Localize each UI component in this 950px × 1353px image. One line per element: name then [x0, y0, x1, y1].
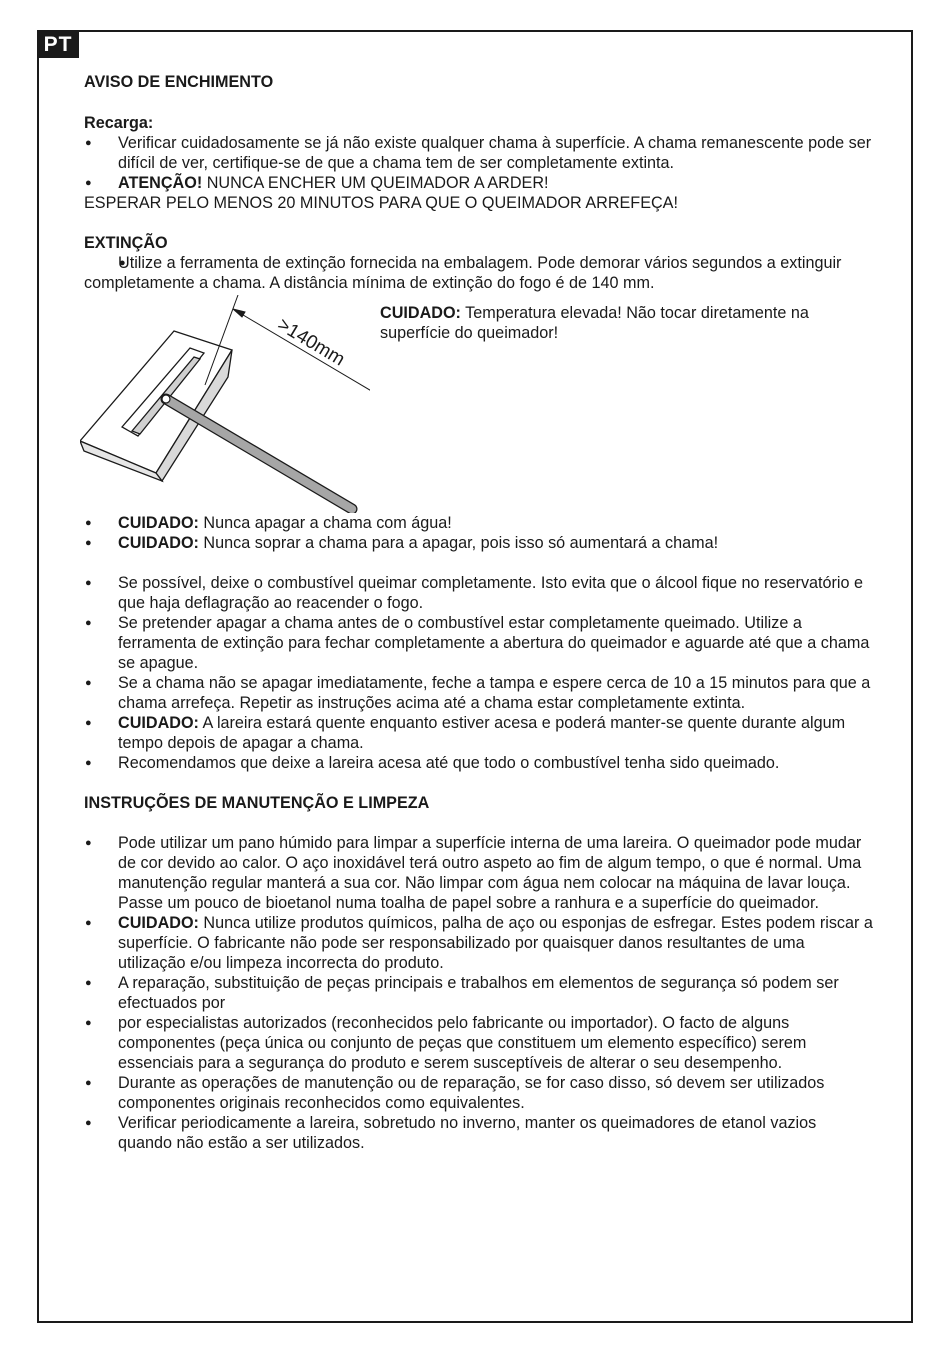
- caution-list: [84, 513, 874, 553]
- list-item: ● Se pretender apagar a chama antes de o combustível estar completamente queimado. Utilize a ferramenta de extinção para fechar completamente a abertura do queimador e aguarde até que a chama se apague.: [84, 613, 874, 673]
- cooling-warning: ESPERAR PELO MENOS 20 MINUTOS PARA QUE O QUEIMADOR ARREFEÇA!: [84, 194, 678, 212]
- extinction-steps-list: [84, 573, 874, 773]
- list-item: ● Verificar cuidadosamente se já não existe qualquer chama à superfície. A chama remanescente pode ser difícil de ver, certifique-se de que a chama tem de ser completamente extinta.: [84, 133, 874, 173]
- maintenance-list: [84, 833, 874, 1153]
- list-item: ● A reparação, substituição de peças principais e trabalhos em elementos de segurança só podem ser efectuados por: [84, 973, 874, 1013]
- list-item: ● Durante as operações de manutenção ou de reparação, se for caso disso, só devem ser utilizados componentes originais reconhecidos como equivalentes.: [84, 1073, 874, 1113]
- extinction-paragraph: ● Utilize a ferramenta de extinção fornecida na embalagem. Pode demorar vários segundos a extinguir completamente a chama. A distância mínima de extinção do fogo é de 140 mm.: [84, 253, 874, 293]
- high-temperature-caution: CUIDADO: Temperatura elevada! Não tocar diretamente na superfície do queimador!: [380, 304, 809, 342]
- burner-tray-icon: [80, 331, 232, 481]
- list-item: ● CUIDADO: Nunca apagar a chama com água!: [84, 513, 874, 533]
- list-item: ● Recomendamos que deixe a lareira acesa até que todo o combustível tenha sido queimado.: [84, 753, 874, 773]
- list-item: ● Se possível, deixe o combustível queimar completamente. Isto evita que o álcool fique no reservatório e que haja deflagração ao reacender o fogo.: [84, 573, 874, 613]
- list-item: ● Pode utilizar um pano húmido para limpar a superfície interna de uma lareira. O queimador pode mudar de cor devido ao calor. O aço inoxidável terá outro aspeto ao fim de algum tempo, o que é normal. Uma manutenção regular manterá a sua cor. Não limpar com água nem colocar na máquina de lavar louça. Passe um pouco de bioetanol numa toalha de papel sobre a ranhura e a superfície do queimador.: [84, 833, 874, 913]
- list-item: ● CUIDADO: A lareira estará quente enquanto estiver acesa e poderá manter-se quente durante algum tempo depois de apagar a chama.: [84, 713, 874, 753]
- recarga-label: Recarga:: [84, 114, 154, 132]
- language-badge: PT: [37, 31, 79, 58]
- list-item: ● CUIDADO: Nunca soprar a chama para a apagar, pois isso só aumentará a chama!: [84, 533, 874, 553]
- extinguishing-tool-icon: [162, 395, 352, 509]
- document-content: [84, 72, 874, 1153]
- section-title-filling: AVISO DE ENCHIMENTO: [84, 73, 274, 91]
- list-item: ● Se a chama não se apagar imediatamente, feche a tampa e espere cerca de 10 a 15 minutos para que a chama arrefeça. Repetir as instruções acima até a chama estar completamente extinta.: [84, 673, 874, 713]
- section-title-maintenance: INSTRUÇÕES DE MANUTENÇÃO E LIMPEZA: [84, 794, 430, 812]
- extinction-figure-row: [84, 293, 874, 513]
- list-item: ● CUIDADO: Nunca utilize produtos químicos, palha de aço ou esponjas de esfregar. Estes podem riscar a superfície. O fabricante não pode ser responsabilizado por quaisquer danos resultantes de uma utilização e/ou limpeza incorrecta do produto.: [84, 913, 874, 973]
- list-item: ● por especialistas autorizados (reconhecidos pelo fabricante ou importador). O facto de alguns componentes (peça única ou conjunto de peças que constituem um elemento específico) serem essenciais para a segurança do produto e serem susceptíveis de alterar o seu desempenho.: [84, 1013, 874, 1073]
- extinction-tool-diagram: [80, 295, 370, 513]
- list-item: ● Verificar periodicamente a lareira, sobretudo no inverno, manter os queimadores de etanol vazios quando não estão a ser utilizados.: [84, 1113, 874, 1153]
- list-item: ● ATENÇÃO! NUNCA ENCHER UM QUEIMADOR A ARDER!: [84, 173, 874, 193]
- recarga-list: [84, 133, 874, 193]
- distance-label: >140mm: [273, 314, 349, 371]
- section-title-extinction: EXTINÇÃO: [84, 234, 168, 252]
